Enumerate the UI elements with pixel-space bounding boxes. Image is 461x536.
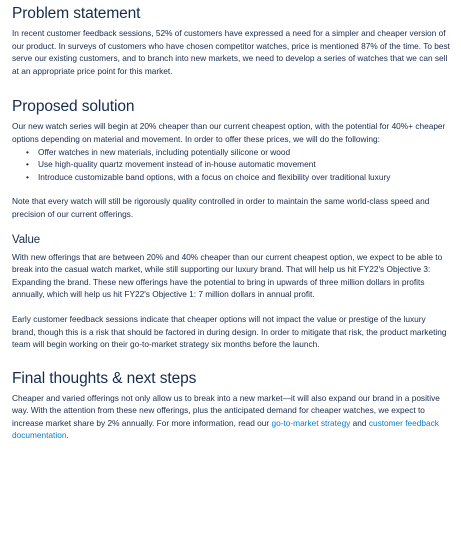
list-item — [26, 171, 451, 184]
heading-final-thoughts: Final thoughts & next steps — [12, 369, 197, 387]
paragraph-proposed: Our new watch series will begin at 20% cheaper than our current cheapest option, with the potential for 40%+ cheaper options depending on material and movement. In order to offer these prices, we will do the following: — [12, 121, 446, 144]
list-item — [26, 146, 451, 159]
conjunction-text: and — [350, 417, 369, 428]
bullet-icon: • — [26, 146, 29, 157]
paragraph-note: Note that every watch will still be rigorously quality controlled in order to maintain the same world-class speed and precision of our current offerings. — [12, 196, 430, 219]
list-item-text: Introduce customizable band options, with a focus on choice and flexibility over traditional luxury — [38, 171, 391, 182]
paragraph-final-text: Cheaper and varied offerings not only allow us to break into a new market—it will also expand our brand in a positive way. With the attention from these new offerings, plus the anticipated demand for cheaper watches, we expect to increase market share by 2% annually. For more information, read our — [12, 392, 440, 428]
sentence-end: . — [66, 430, 69, 441]
heading-proposed-solution: Proposed solution — [12, 98, 135, 116]
paragraph-value-2: Early customer feedback sessions indicate that cheaper options will not impact the value or prestige of the luxury brand, though this is a risk that should be factored in during design. In order to mitigate that risk, the product marketing team will begin working on their go-to-market strategy six months before the launch. — [12, 313, 447, 350]
list-item-text: Offer watches in new materials, including potentially silicone or wood — [38, 146, 291, 157]
proposed-bullet-list — [12, 146, 451, 184]
paragraph-value-1: With new offerings that are between 20% and 40% cheaper than our current cheapest option, we expect to be able to break into the casual watch market, while still supporting our luxury brand. That will help us hit FY22's Objective 3: Expanding the brand. These new offerings have the potential to bring in upwards of three million dollars in profits annually, which will help us hit FY22's Objective 1: 7 million dollars in annual profit. — [12, 251, 443, 300]
bullet-icon: • — [26, 171, 29, 182]
paragraph-problem: In recent customer feedback sessions, 52% of customers have expressed a need for a simpler and cheaper version of our product. In surveys of customers who have chosen competitor watches, price is mentioned 87% of the time. To best serve our existing customers, and to branch into new markets, we need to develop a series of watches that we can sell at an appropriate price point for this market. — [12, 28, 450, 76]
go-to-market-strategy-link[interactable]: go-to-market strategy — [271, 417, 351, 428]
bullet-icon: • — [26, 159, 29, 170]
heading-problem-statement: Problem statement — [12, 5, 141, 22]
customer-feedback-documentation-link[interactable]: customer feedback documentation — [12, 417, 439, 441]
list-item-text: Use high-quality quartz movement instead of in-house automatic movement — [38, 159, 316, 170]
list-item — [26, 158, 451, 171]
heading-value: Value — [12, 233, 41, 246]
paragraph-final — [12, 392, 451, 442]
